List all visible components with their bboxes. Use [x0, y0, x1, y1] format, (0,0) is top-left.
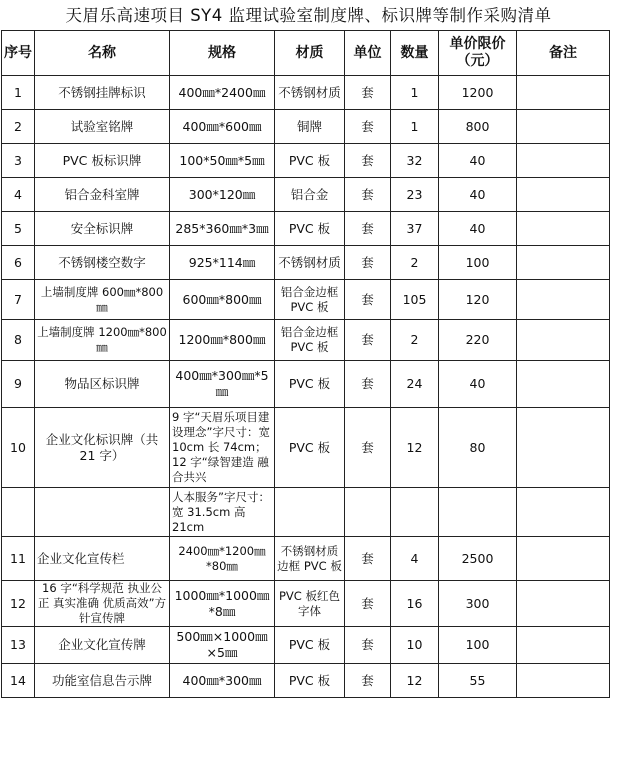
header-note: 备注: [517, 31, 610, 76]
cell-no: 7: [2, 280, 35, 320]
table-body: [2, 76, 610, 698]
cell-material: 铝合金边框 PVC 板: [275, 320, 345, 361]
cell-price: 1200: [439, 76, 517, 110]
cell-unit: 套: [345, 212, 391, 246]
cell-unit: 套: [345, 178, 391, 212]
cell-unit: 套: [345, 246, 391, 280]
cell-no: 6: [2, 246, 35, 280]
cell-spec: 100*50㎜*5㎜: [170, 144, 275, 178]
table-row: [2, 627, 610, 664]
cell-spec: 人本服务”字尺寸：宽 31.5cm 高 21cm: [170, 488, 275, 537]
cell-name: 试验室铭牌: [35, 110, 170, 144]
cell-material: PVC 板: [275, 664, 345, 698]
table-row: [2, 408, 610, 488]
cell-note: [517, 280, 610, 320]
cell-qty: [391, 488, 439, 537]
cell-qty: 105: [391, 280, 439, 320]
cell-spec: 400㎜*2400㎜: [170, 76, 275, 110]
cell-price: 40: [439, 361, 517, 408]
cell-name: 不锈钢楼空数字: [35, 246, 170, 280]
cell-note: [517, 212, 610, 246]
table-row: [2, 246, 610, 280]
cell-name: PVC 板标识牌: [35, 144, 170, 178]
table-row: [2, 110, 610, 144]
cell-no: 14: [2, 664, 35, 698]
cell-material: PVC 板: [275, 361, 345, 408]
cell-qty: 1: [391, 76, 439, 110]
header-qty: 数量: [391, 31, 439, 76]
cell-material: PVC 板: [275, 408, 345, 488]
cell-material: 铝合金: [275, 178, 345, 212]
cell-spec: 500㎜×1000㎜×5㎜: [170, 627, 275, 664]
cell-spec: 9 字“天眉乐项目建设理念”字尺寸：宽 10cm 长 74cm；12 字“绿智建造 融合共兴: [170, 408, 275, 488]
cell-price: 800: [439, 110, 517, 144]
cell-no: 8: [2, 320, 35, 361]
cell-qty: 1: [391, 110, 439, 144]
cell-spec: 2400㎜*1200㎜*80㎜: [170, 537, 275, 581]
cell-name: 16 字“科学规范 执业公正 真实准确 优质高效”方针宣传牌: [35, 581, 170, 627]
cell-material: 不锈钢材质: [275, 76, 345, 110]
cell-material: PVC 板: [275, 144, 345, 178]
cell-unit: 套: [345, 76, 391, 110]
cell-no: 13: [2, 627, 35, 664]
cell-unit: 套: [345, 537, 391, 581]
document-title: 天眉乐高速项目 SY4 监理试验室制度牌、标识牌等制作采购清单: [65, 6, 552, 25]
table-row: [2, 178, 610, 212]
cell-name: 铝合金科室牌: [35, 178, 170, 212]
cell-price: 55: [439, 664, 517, 698]
header-spec: 规格: [170, 31, 275, 76]
cell-price: 300: [439, 581, 517, 627]
cell-material: [275, 488, 345, 537]
cell-qty: 10: [391, 627, 439, 664]
cell-price: [439, 488, 517, 537]
cell-name: 功能室信息告示牌: [35, 664, 170, 698]
cell-spec: 400㎜*300㎜: [170, 664, 275, 698]
cell-no: 3: [2, 144, 35, 178]
cell-unit: 套: [345, 144, 391, 178]
cell-material: PVC 板: [275, 212, 345, 246]
cell-unit: 套: [345, 280, 391, 320]
cell-name: 不锈钢挂牌标识: [35, 76, 170, 110]
cell-qty: 23: [391, 178, 439, 212]
cell-unit: 套: [345, 110, 391, 144]
cell-note: [517, 488, 610, 537]
cell-note: [517, 320, 610, 361]
table-row: [2, 537, 610, 581]
cell-price: 40: [439, 144, 517, 178]
cell-qty: 24: [391, 361, 439, 408]
cell-unit: 套: [345, 581, 391, 627]
header-price: 单价限价（元）: [439, 31, 517, 76]
cell-name: 物品区标识牌: [35, 361, 170, 408]
cell-name: 安全标识牌: [35, 212, 170, 246]
cell-note: [517, 581, 610, 627]
cell-no: 2: [2, 110, 35, 144]
cell-unit: [345, 488, 391, 537]
cell-name: 企业文化宣传栏: [35, 537, 170, 581]
cell-spec: 285*360㎜*3㎜: [170, 212, 275, 246]
cell-spec: 400㎜*600㎜: [170, 110, 275, 144]
cell-unit: 套: [345, 627, 391, 664]
table-row: [2, 280, 610, 320]
cell-note: [517, 627, 610, 664]
cell-spec: 1200㎜*800㎜: [170, 320, 275, 361]
table-row: [2, 581, 610, 627]
cell-qty: 32: [391, 144, 439, 178]
cell-qty: 2: [391, 320, 439, 361]
cell-no: 11: [2, 537, 35, 581]
header-no: 序号: [2, 31, 35, 76]
cell-no: [2, 488, 35, 537]
cell-no: 5: [2, 212, 35, 246]
table-row: [2, 320, 610, 361]
cell-material: PVC 板: [275, 627, 345, 664]
cell-spec: 600㎜*800㎜: [170, 280, 275, 320]
cell-spec: 300*120㎜: [170, 178, 275, 212]
cell-qty: 16: [391, 581, 439, 627]
cell-name: 企业文化宣传牌: [35, 627, 170, 664]
cell-note: [517, 110, 610, 144]
cell-price: 120: [439, 280, 517, 320]
cell-qty: 4: [391, 537, 439, 581]
cell-note: [517, 361, 610, 408]
table-row: [2, 488, 610, 537]
header-unit: 单位: [345, 31, 391, 76]
procurement-table: [1, 30, 610, 698]
cell-price: 40: [439, 212, 517, 246]
cell-name: 企业文化标识牌（共 21 字）: [35, 408, 170, 488]
cell-price: 40: [439, 178, 517, 212]
cell-note: [517, 408, 610, 488]
cell-note: [517, 664, 610, 698]
cell-no: 12: [2, 581, 35, 627]
cell-price: 2500: [439, 537, 517, 581]
cell-no: 10: [2, 408, 35, 488]
cell-unit: 套: [345, 664, 391, 698]
cell-note: [517, 76, 610, 110]
cell-unit: 套: [345, 361, 391, 408]
cell-material: PVC 板红色字体: [275, 581, 345, 627]
cell-qty: 12: [391, 408, 439, 488]
cell-qty: 12: [391, 664, 439, 698]
cell-note: [517, 246, 610, 280]
cell-name: 上墙制度牌 600㎜*800㎜: [35, 280, 170, 320]
cell-no: 4: [2, 178, 35, 212]
cell-material: 不锈钢材质边框 PVC 板: [275, 537, 345, 581]
cell-unit: 套: [345, 320, 391, 361]
cell-note: [517, 178, 610, 212]
cell-spec: 925*114㎜: [170, 246, 275, 280]
cell-price: 80: [439, 408, 517, 488]
table-row: [2, 144, 610, 178]
cell-no: 9: [2, 361, 35, 408]
cell-price: 100: [439, 627, 517, 664]
table-row: [2, 76, 610, 110]
cell-price: 100: [439, 246, 517, 280]
cell-no: 1: [2, 76, 35, 110]
header-row: [2, 31, 610, 76]
cell-name: [35, 488, 170, 537]
cell-note: [517, 537, 610, 581]
cell-price: 220: [439, 320, 517, 361]
cell-qty: 2: [391, 246, 439, 280]
table-row: [2, 212, 610, 246]
cell-material: 不锈钢材质: [275, 246, 345, 280]
cell-spec: 1000㎜*1000㎜*8㎜: [170, 581, 275, 627]
table-row: [2, 361, 610, 408]
cell-qty: 37: [391, 212, 439, 246]
cell-name: 上墙制度牌 1200㎜*800㎜: [35, 320, 170, 361]
cell-note: [517, 144, 610, 178]
header-material: 材质: [275, 31, 345, 76]
cell-material: 铜牌: [275, 110, 345, 144]
cell-unit: 套: [345, 408, 391, 488]
cell-spec: 400㎜*300㎜*5㎜: [170, 361, 275, 408]
header-name: 名称: [35, 31, 170, 76]
cell-material: 铝合金边框 PVC 板: [275, 280, 345, 320]
table-row: [2, 664, 610, 698]
